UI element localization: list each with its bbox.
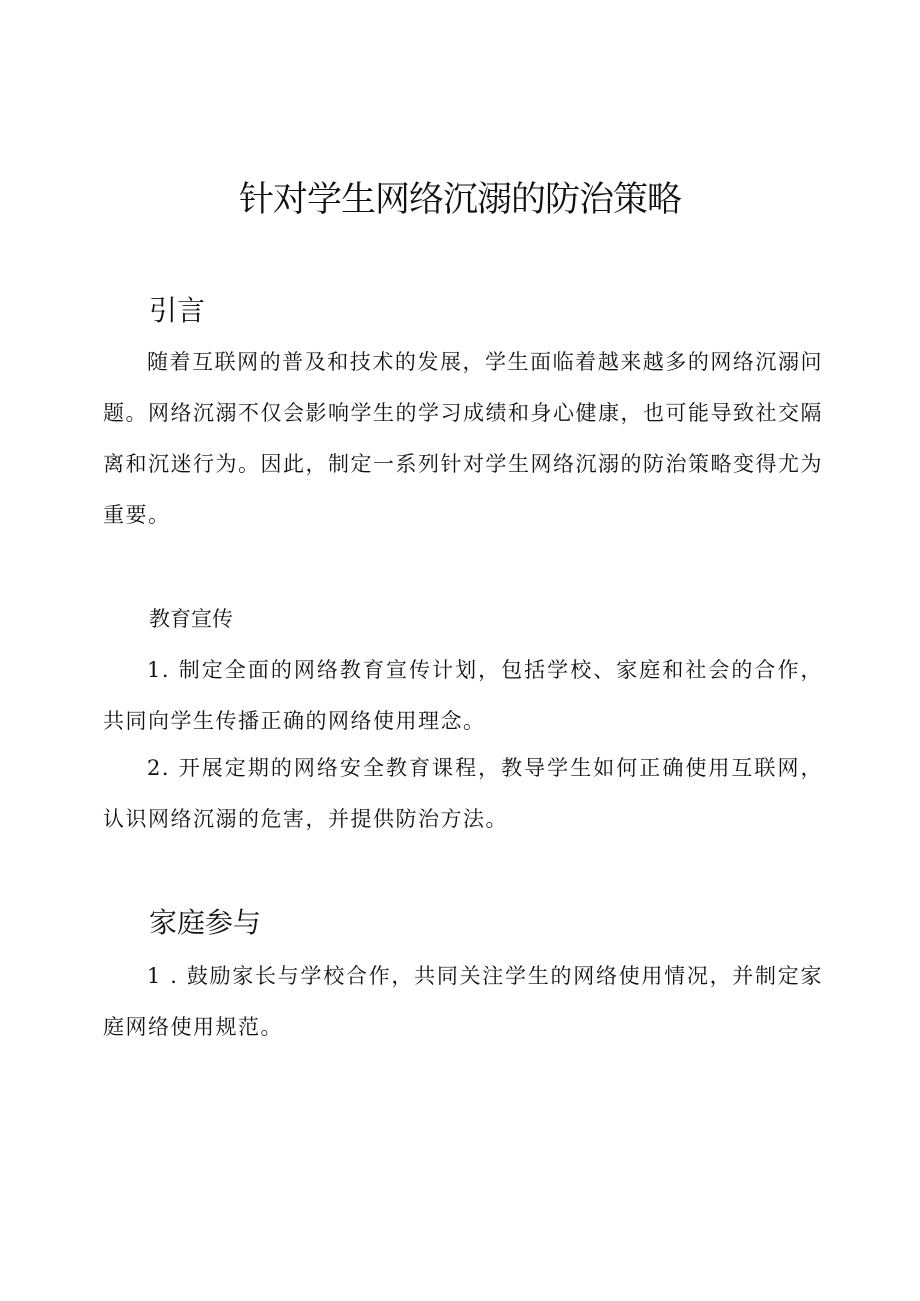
document-title: 针对学生网络沉溺的防治策略: [238, 180, 681, 220]
family-item-1: 1 . 鼓励家长与学校合作，共同关注学生的网络使用情况，并制定家庭网络使用规范。: [103, 964, 823, 1039]
section-heading-education: 教育宣传: [149, 607, 233, 631]
education-item-1: 1. 制定全面的网络教育宣传计划，包括学校、家庭和社会的合作，共同向学生传播正确的网络使用理念。: [103, 658, 823, 733]
education-item-2: 2. 开展定期的网络安全教育课程，教导学生如何正确使用互联网，认识网络沉溺的危害，并提供防治方法。: [103, 756, 823, 831]
intro-paragraph: 随着互联网的普及和技术的发展，学生面临着越来越多的网络沉溺问题。网络沉溺不仅会影响学生的学习成绩和身心健康，也可能导致社交隔离和沉迷行为。因此，制定一系列针对学生网络沉溺的防治策略变得尤为重要。: [103, 350, 823, 527]
section-heading-intro: 引言: [149, 294, 206, 327]
section-heading-family: 家庭参与: [149, 906, 262, 939]
